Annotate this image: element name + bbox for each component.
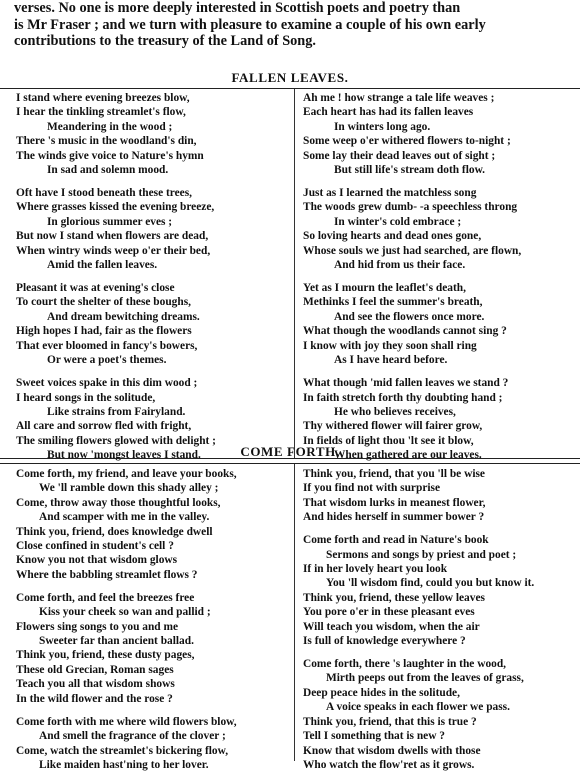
verse-line: Meandering in the wood ; (47, 120, 173, 133)
verse-line: Or were a poet's themes. (47, 354, 167, 367)
title-rule (0, 88, 580, 89)
verse-line: And scamper with me in the valley. (39, 511, 210, 524)
verse-line: If in her lovely heart you look (303, 563, 448, 576)
verse-line: As I have heard before. (334, 354, 448, 367)
verse-line: The woods grew dumb- -a speechless throng (303, 201, 518, 214)
stanza (16, 186, 288, 272)
verse-line: He who believes receives, (334, 405, 456, 418)
stanza (16, 591, 288, 706)
verse-line: Where the babbling streamlet flows ? (16, 568, 198, 581)
verse-line: I stand where evening breezes blow, (16, 92, 190, 104)
verse-line: Thy withered flower will fairer grow, (303, 420, 483, 433)
verse-line: That wisdom lurks in meanest flower, (303, 496, 486, 509)
verse-line: Think you, friend, these yellow leaves (303, 591, 485, 604)
verse-line: And dream bewitching dreams. (47, 310, 200, 323)
verse-line: Think you, friend, does knowledge dwell (16, 525, 213, 538)
verse-line: Pleasant it was at evening's close (16, 282, 175, 295)
verse-line: Oft have I stood beneath these trees, (16, 187, 193, 200)
verse-line: Where grasses kissed the evening breeze, (16, 201, 215, 214)
column-divider (294, 464, 295, 761)
verse-line: Deep peace hides in the solitude, (303, 686, 460, 699)
verse-line: And smell the fragrance of the clover ; (39, 730, 226, 743)
verse-line: Some lay their dead leaves out of sight ; (303, 149, 496, 162)
intro-line: contributions to the treasury of the Land of Song. (14, 33, 316, 49)
verse-line: Know that wisdom dwells with those (303, 744, 481, 757)
verse-line: Come forth with me where wild flowers blow, (16, 715, 237, 728)
verse-line: Come forth and read in Nature's book (303, 534, 489, 547)
poem-title-come-forth: COME FORTH. (240, 444, 340, 459)
verse-line: Each heart has had its fallen leaves (303, 106, 474, 119)
verse-line: Whose souls we just had searched, are flown, (303, 244, 522, 257)
verse-line: Like strains from Fairyland. (47, 405, 186, 418)
verse-line: Come forth, my friend, and leave your books, (16, 468, 237, 480)
stanza (303, 533, 575, 648)
stanza (16, 715, 288, 773)
verse-line: Sweet voices spake in this dim wood ; (16, 377, 198, 390)
verse-line: Who watch the flow'ret as it grows. (303, 758, 475, 771)
verse-line: Ah me ! how strange a tale life weaves ; (303, 92, 495, 104)
poem-column-left (16, 467, 288, 781)
verse-line: Come, watch the streamlet's bickering flow, (16, 744, 229, 757)
verse-line: That ever bloomed in fancy's bowers, (16, 339, 198, 352)
poem-column-right (303, 467, 575, 781)
verse-line: High hopes I had, fair as the flowers (16, 325, 192, 338)
verse-line: So loving hearts and dead ones gone, (303, 230, 482, 243)
stanza (303, 657, 575, 772)
verse-line: What though 'mid fallen leaves we stand ? (303, 377, 509, 390)
verse-line: All care and sorrow fled with fright, (16, 420, 192, 433)
verse-line: If you find not with surprise (303, 482, 441, 495)
stanza (303, 281, 575, 367)
intro-paragraph (14, 0, 570, 50)
verse-line: Tell I something that is new ? (303, 730, 445, 743)
verse-line: I heard songs in the solitude, (16, 391, 156, 404)
verse-line: A voice speaks in each flower we pass. (326, 701, 510, 714)
verse-line: These old Grecian, Roman sages (16, 663, 174, 676)
intro-line: is Mr Fraser ; and we turn with pleasure to examine a couple of his own early (14, 16, 486, 33)
verse-line: Yet as I mourn the leaflet's death, (303, 282, 466, 295)
verse-line: You 'll wisdom find, could you but know it. (326, 577, 535, 590)
verse-line: What though the woodlands cannot sing ? (303, 325, 507, 338)
verse-line: I hear the tinkling streamlet's flow, (16, 106, 186, 119)
verse-line: You pore o'er in these pleasant eves (303, 606, 475, 619)
verse-line: In sad and solemn mood. (47, 164, 169, 177)
verse-line: When wintry winds weep o'er their bed, (16, 244, 211, 257)
stanza (303, 91, 575, 177)
column-divider (294, 89, 295, 458)
verse-line: Close confined in student's cell ? (16, 540, 174, 553)
verse-line: In winters long ago. (334, 120, 431, 133)
verse-line: But now I stand when flowers are dead, (16, 230, 209, 243)
verse-line: The smiling flowers glowed with delight ; (16, 434, 216, 447)
verse-line: There 's music in the woodland's din, (16, 135, 197, 148)
verse-line: Come forth, and feel the breezes free (16, 591, 195, 604)
stanza (16, 281, 288, 367)
stanza (303, 467, 575, 525)
stanza (16, 467, 288, 582)
verse-line: Come forth, there 's laughter in the wood, (303, 658, 507, 671)
verse-line: Like maiden hast'ning to her lover. (39, 758, 209, 771)
verse-line: Come, throw away those thoughtful looks, (16, 496, 221, 509)
verse-line: And hides herself in summer bower ? (303, 511, 485, 524)
verse-line: Some weep o'er withered flowers to-night ; (303, 135, 511, 148)
verse-line: Kiss your cheek so wan and pallid ; (39, 606, 211, 619)
verse-line: Is full of knowledge everywhere ? (303, 635, 466, 648)
verse-line: And hid from us their face. (334, 259, 466, 272)
verse-line: And see the flowers once more. (334, 310, 485, 323)
verse-line: I know with joy they soon shall ring (303, 339, 477, 352)
title-rule (0, 463, 580, 464)
verse-line: When gathered are our leaves. (334, 449, 482, 462)
verse-line: Methinks I feel the summer's breath, (303, 296, 483, 309)
intro-line: verses. No one is more deeply interested in Scottish poets and poetry than (14, 0, 461, 16)
verse-line: Teach you all that wisdom shows (16, 678, 175, 691)
verse-line: Flowers sing songs to you and me (16, 620, 179, 633)
stanza (16, 91, 288, 177)
verse-line: In faith stretch forth thy doubting hand ; (303, 391, 503, 404)
verse-line: Think you, friend, these dusty pages, (16, 649, 195, 662)
verse-line: Know you not that wisdom glows (16, 554, 178, 567)
verse-line: Sweeter far than ancient ballad. (39, 635, 194, 648)
verse-line: In the wild flower and the rose ? (16, 692, 173, 705)
stanza (303, 186, 575, 272)
poem-title-fallen-leaves: FALLEN LEAVES. (231, 70, 349, 85)
verse-line: Mirth peeps out from the leaves of grass, (326, 672, 524, 685)
verse-line: Think you, friend, that this is true ? (303, 715, 477, 728)
verse-line: We 'll ramble down this shady alley ; (39, 482, 219, 495)
verse-line: The winds give voice to Nature's hymn (16, 149, 204, 162)
verse-line: To court the shelter of these boughs, (16, 296, 191, 309)
verse-line: Will teach you wisdom, when the air (303, 620, 480, 633)
verse-line: Just as I learned the matchless song (303, 187, 477, 200)
poem-column-right (303, 91, 575, 471)
verse-line: Amid the fallen leaves. (47, 259, 158, 272)
verse-line: But still life's stream doth flow. (334, 164, 486, 177)
verse-line: In glorious summer eves ; (47, 215, 173, 228)
verse-line: In fields of light thou 'lt see it blow, (303, 434, 474, 447)
verse-line: In winter's cold embrace ; (334, 215, 462, 228)
verse-line: But now 'mongst leaves I stand. (47, 449, 201, 462)
poem-column-left (16, 91, 288, 471)
verse-line: Sermons and songs by priest and poet ; (326, 548, 517, 561)
verse-line: Think you, friend, that you 'll be wise (303, 468, 485, 480)
